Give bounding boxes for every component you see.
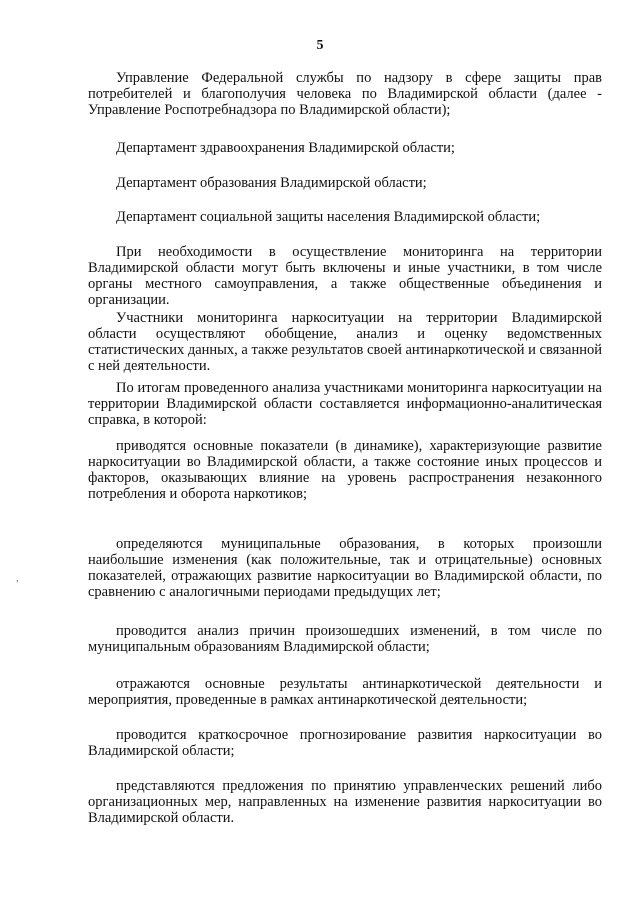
- paragraph-social-department: Департамент социальной защиты населения Владимирской области;: [116, 209, 541, 225]
- paragraph-education-department: Департамент образования Владимирской области;: [116, 175, 427, 191]
- paragraph-other-participants: При необходимости в осуществление мониторинга на территории Владимирской области могут быть включены и иные участники, в том числе органы местного самоуправления, а также общественные объединения и организации.: [88, 244, 602, 308]
- paragraph-causes: проводится анализ причин произошедших изменений, в том числе по муниципальным образованиям Владимирской области;: [88, 623, 602, 655]
- scan-mark: ,: [16, 572, 19, 584]
- page-number: 5: [316, 38, 324, 53]
- paragraph-rospotrebnadzor: Управление Федеральной службы по надзору в сфере защиты прав потребителей и благополучия человека по Владимирской области (далее - Управление Роспотребнадзора по Владимирской области);: [88, 70, 602, 118]
- paragraph-indicators: приводятся основные показатели (в динамике), характеризующие развитие наркоситуации во Владимирской области, а также состояние иных процессов и факторов, оказывающих влияние на уровень распространения незаконного потребления и оборота наркотиков;: [88, 438, 602, 502]
- paragraph-proposals: представляются предложения по принятию управленческих решений либо организационных мер, направленных на изменение развития наркоситуации во Владимирской области.: [88, 778, 602, 826]
- paragraph-forecast: проводится краткосрочное прогнозирование развития наркоситуации во Владимирской области;: [88, 727, 602, 759]
- paragraph-municipalities: определяются муниципальные образования, в которых произошли наибольшие изменения (как положительные, так и отрицательные) основных показателей, отражающих развитие наркоситуации во Владимирской области, по сравнению с аналогичными периодами предыдущих лет;: [88, 536, 602, 600]
- paragraph-results: отражаются основные результаты антинаркотической деятельности и мероприятия, проведенные в рамках антинаркотической деятельности;: [88, 676, 602, 708]
- paragraph-report-intro: По итогам проведенного анализа участниками мониторинга наркоситуации на территории Владимирской области составляется информационно-аналитическая справка, в которой:: [88, 380, 602, 428]
- paragraph-participants-analysis: Участники мониторинга наркоситуации на территории Владимирской области осуществляют обобщение, анализ и оценку ведомственных статистических данных, а также результатов своей антинаркотической и связанной с ней деятельности.: [88, 310, 602, 374]
- paragraph-health-department: Департамент здравоохранения Владимирской области;: [116, 140, 455, 156]
